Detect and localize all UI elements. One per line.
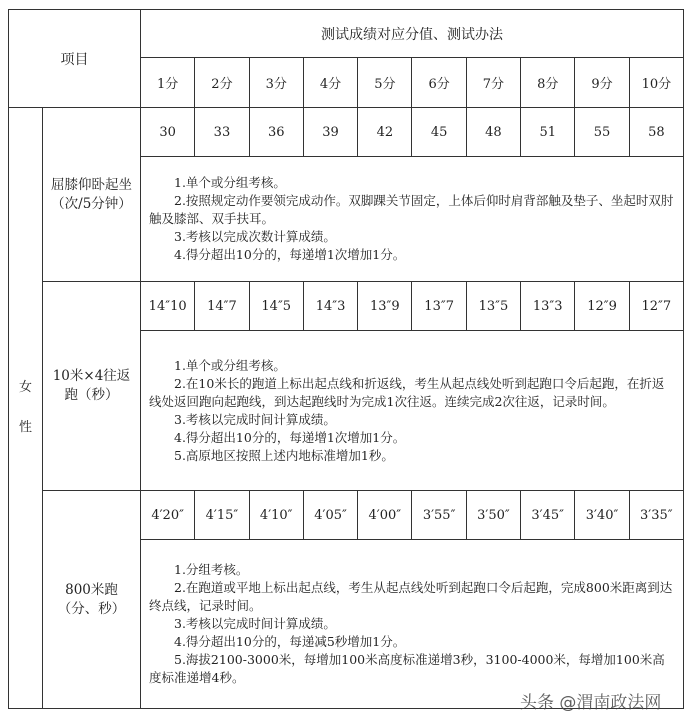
score-value: 58 [629, 108, 683, 157]
score-value: 12″9 [575, 282, 629, 331]
method-step: 5.海拔2100-3000米，每增加100米高度标准递增3秒，3100-4000米，每增加100米高度标准递增4秒。 [149, 652, 665, 685]
score-header: 10分 [629, 58, 683, 108]
method-step: 2.在10米长的跑道上标出起点线和折返线，考生从起点线处听到起跑口令后起跑，在折返线处返回跑向起跑线，到达起跑线时为完成1次往返。连续完成2次往返，记录时间。 [149, 375, 665, 409]
score-value: 14″5 [249, 282, 303, 331]
method-step: 2.在跑道或平地上标出起点线，考生从起点线处听到起跑口令后起跑，完成800米距离到达终点线，记录时间。 [149, 580, 673, 613]
score-value: 3′45″ [521, 491, 575, 540]
score-value: 14″3 [303, 282, 357, 331]
method-step: 3.考核以完成次数计算成绩。 [174, 229, 336, 244]
score-value: 13″7 [412, 282, 466, 331]
score-value: 3′50″ [466, 491, 520, 540]
test-method-description [141, 331, 684, 491]
scores-title: 测试成绩对应分值、测试办法 [141, 10, 684, 58]
score-header: 9分 [575, 58, 629, 108]
test-item-name: 800米跑（分、秒） [43, 491, 141, 709]
score-value: 36 [249, 108, 303, 157]
score-value: 3′40″ [575, 491, 629, 540]
fitness-standard-table [8, 9, 684, 709]
score-value: 39 [303, 108, 357, 157]
score-value: 4′20″ [141, 491, 195, 540]
score-header: 1分 [141, 58, 195, 108]
score-value: 4′05″ [303, 491, 357, 540]
score-value: 14″10 [141, 282, 195, 331]
score-header: 4分 [303, 58, 357, 108]
score-header: 7分 [466, 58, 520, 108]
score-value: 4′10″ [249, 491, 303, 540]
item-header: 项目 [9, 10, 141, 108]
score-value: 4′15″ [195, 491, 249, 540]
score-header: 2分 [195, 58, 249, 108]
method-step: 1.单个或分组考核。 [174, 357, 286, 373]
method-step: 4.得分超出10分的，每递增1次增加1分。 [174, 247, 406, 262]
method-step: 4.得分超出10分的，每递增1次增加1分。 [174, 429, 406, 445]
score-value: 45 [412, 108, 466, 157]
method-step: 4.得分超出10分的，每递减5秒增加1分。 [174, 634, 406, 649]
watermark: 头条 @渭南政法网 [520, 693, 662, 713]
score-value: 13″5 [466, 282, 520, 331]
score-value: 51 [521, 108, 575, 157]
score-header: 6分 [412, 58, 466, 108]
test-item-name: 屈膝仰卧起坐（次/5分钟） [43, 108, 141, 282]
method-step: 1.单个或分组考核。 [174, 175, 286, 190]
score-value: 48 [466, 108, 520, 157]
test-method-description [141, 157, 684, 282]
score-value: 3′55″ [412, 491, 466, 540]
method-step: 5.高原地区按照上述内地标准增加1秒。 [174, 447, 394, 463]
test-item-name: 10米×4往返跑（秒） [43, 282, 141, 491]
score-value: 42 [358, 108, 412, 157]
score-header: 8分 [521, 58, 575, 108]
score-value: 3′35″ [629, 491, 683, 540]
score-value: 13″3 [521, 282, 575, 331]
gender-cell [9, 108, 43, 709]
method-step: 2.按照规定动作要领完成动作。双脚踝关节固定，上体后仰时肩背部触及垫子、坐起时双肘触及膝部、双手扶耳。 [149, 193, 674, 226]
score-value: 14″7 [195, 282, 249, 331]
score-value: 4′00″ [358, 491, 412, 540]
score-value: 33 [195, 108, 249, 157]
method-step: 3.考核以完成时间计算成绩。 [174, 616, 336, 631]
test-method-description [141, 540, 684, 709]
score-value: 55 [575, 108, 629, 157]
score-header: 5分 [358, 58, 412, 108]
gender-char: 女 [18, 380, 32, 395]
method-step: 1.分组考核。 [174, 562, 249, 577]
score-value: 12″7 [629, 282, 683, 331]
gender-char: 性 [18, 420, 32, 435]
score-value: 13″9 [358, 282, 412, 331]
score-value: 30 [141, 108, 195, 157]
score-header: 3分 [249, 58, 303, 108]
method-step: 3.考核以完成时间计算成绩。 [174, 411, 336, 427]
